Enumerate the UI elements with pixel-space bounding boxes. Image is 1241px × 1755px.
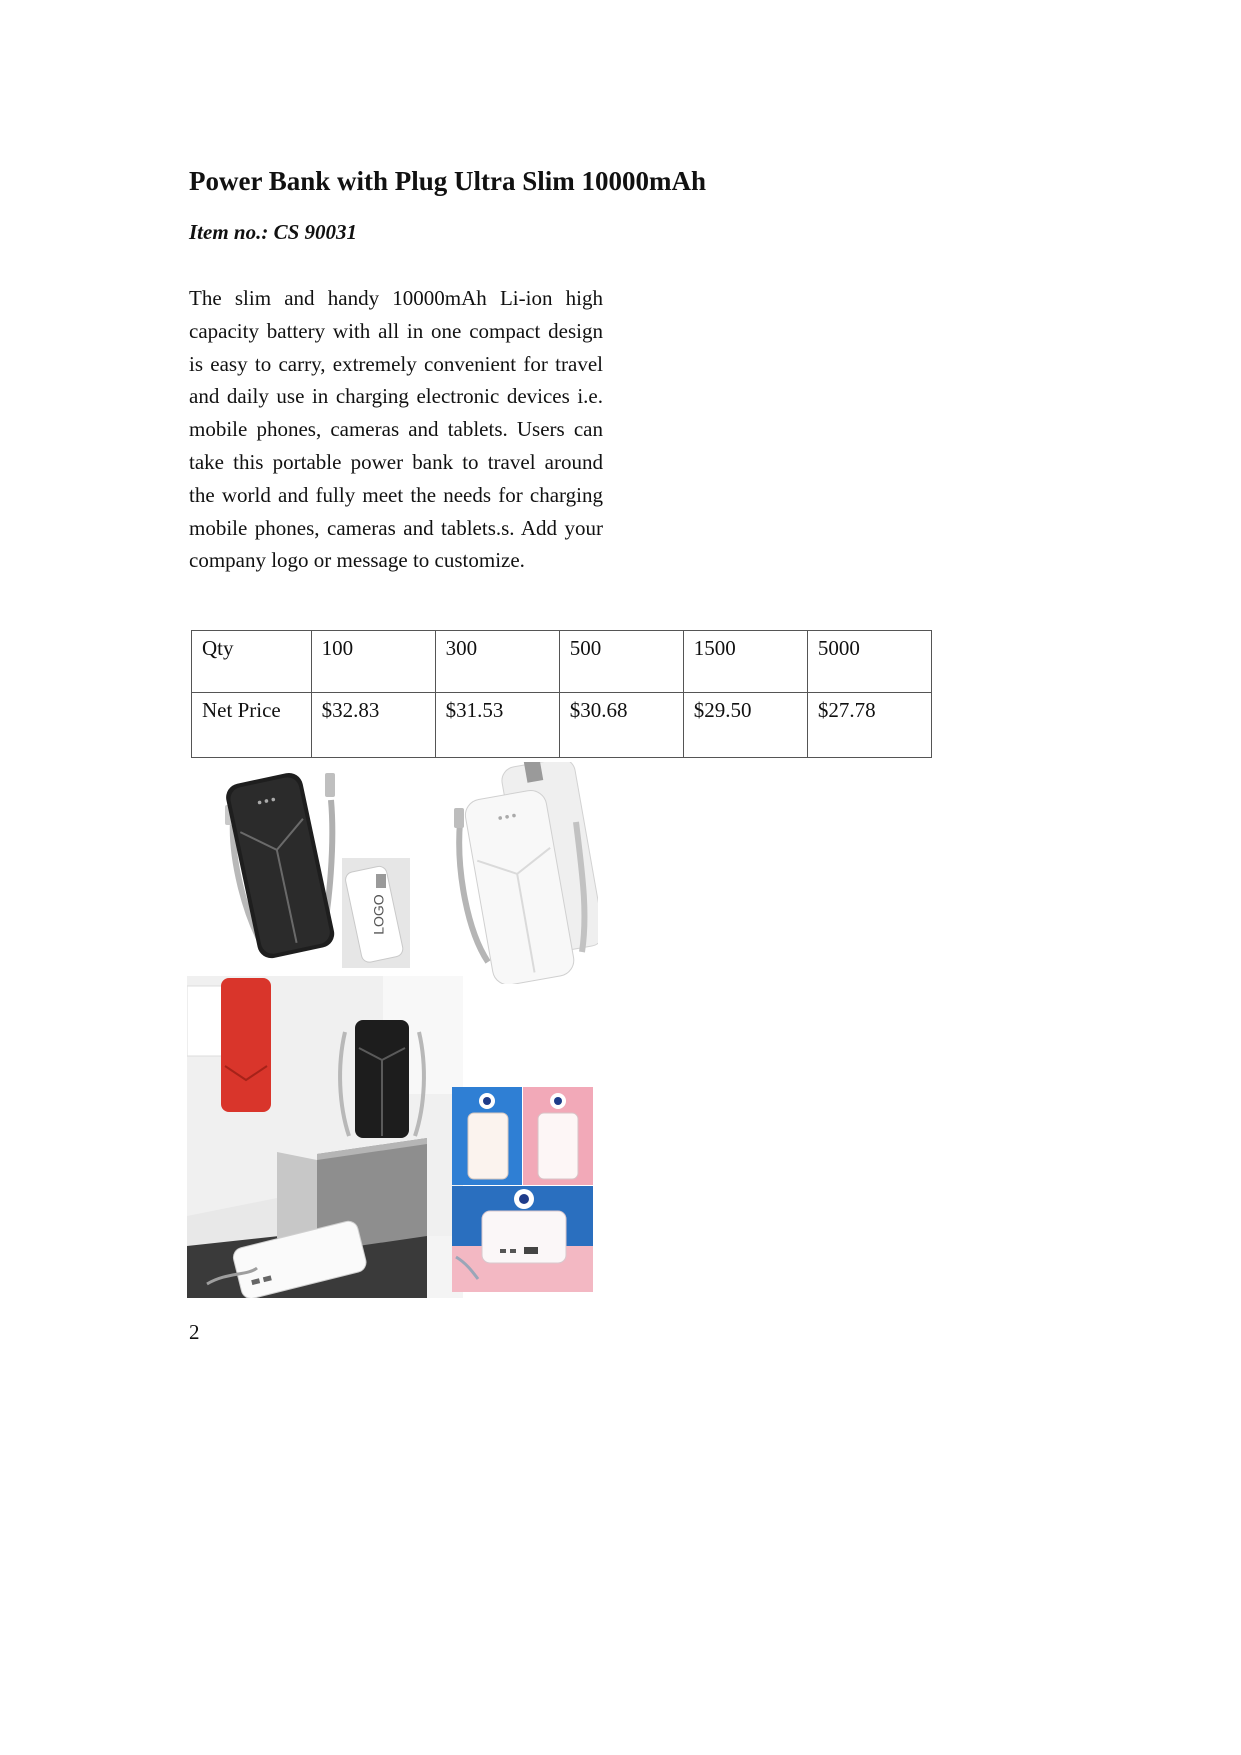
price-cell: $32.83 — [311, 693, 435, 758]
photo-logo-sample — [342, 858, 410, 968]
photo-lifestyle-scene — [187, 976, 463, 1298]
photo-collage — [452, 1087, 593, 1292]
page-number: 2 — [189, 1320, 200, 1344]
logo-sample-text: LOGO — [370, 894, 387, 935]
photo-black-power-bank — [203, 765, 341, 965]
product-description: The slim and handy 10000mAh Li-ion high capacity battery with all in one compact design is easy to carry, extremely convenient for travel and daily use in charging electronic devices i.e. mobile phones, cameras and tablets. Users can take this portable power bank to travel around the world and fully meet the needs for charging mobile phones, cameras and tablets.s. Add your company logo or message to customize. — [189, 286, 603, 573]
price-cell: $27.78 — [807, 693, 931, 758]
product-title: Power Bank with Plug Ultra Slim 10000mAh — [189, 166, 707, 196]
qty-cell: 1500 — [683, 631, 807, 693]
price-cell: $31.53 — [435, 693, 559, 758]
qty-row — [192, 631, 932, 693]
price-cell: $29.50 — [683, 693, 807, 758]
price-row — [192, 693, 932, 758]
price-label-cell: Net Price — [192, 693, 312, 758]
price-table — [191, 630, 932, 758]
photo-white-power-bank — [448, 762, 598, 984]
qty-cell: 500 — [559, 631, 683, 693]
qty-cell: 100 — [311, 631, 435, 693]
qty-cell: 5000 — [807, 631, 931, 693]
price-cell: $30.68 — [559, 693, 683, 758]
qty-label-cell: Qty — [192, 631, 312, 693]
qty-cell: 300 — [435, 631, 559, 693]
item-number: Item no.: CS 90031 — [189, 220, 358, 244]
